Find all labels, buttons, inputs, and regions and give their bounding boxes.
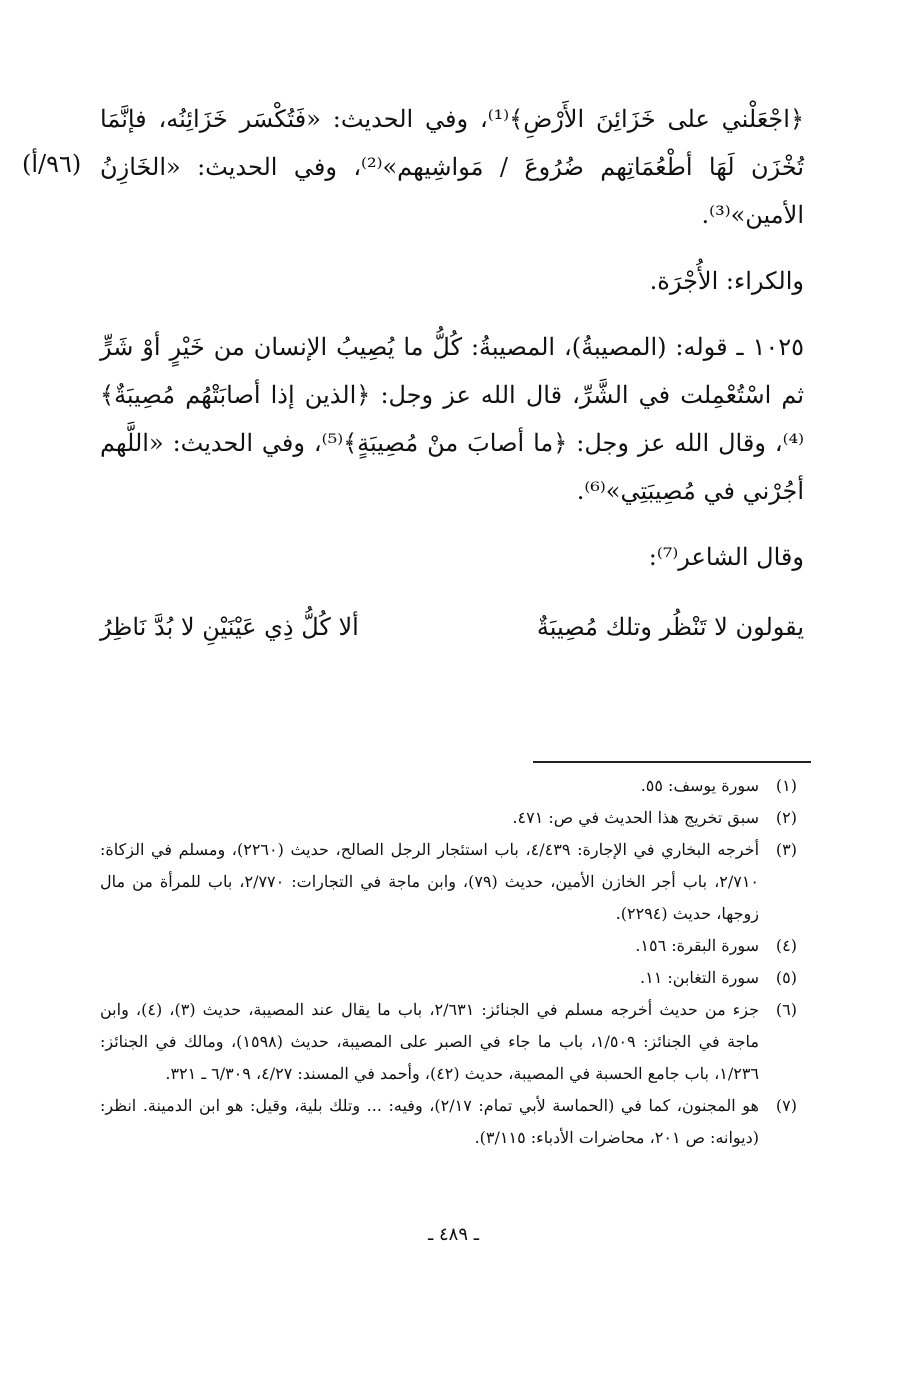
paragraph-musiba: ١٠٢٥ ـ قوله: (المصيبةُ)، المصيبةُ: كُلُّ ما يُصِيبُ الإنسان من خَيْرٍ أوْ شَرٍّ ثم اسْتُعْمِلت في الشَّرِّ، قال الله عز وجل: ﴿الذين إذا أصابَتْهُم مُصِيبَةٌ﴾⁽⁴⁾، وقال الله عز وجل: ﴿ما أصابَ منْ مُصِيبَةٍ﴾⁽⁵⁾، وفي الحديث: «اللَّهم أجُرْني في مُصِيبَتِي»⁽⁶⁾. bbox=[100, 333, 805, 505]
footnote-item bbox=[100, 994, 797, 1090]
footnote-number: (٧) bbox=[775, 1096, 797, 1115]
footnote-item bbox=[100, 930, 797, 962]
verse-second-hemistich: ألا كُلُّ ذِي عَيْنَيْنِ لا بُدَّ نَاظِرُ bbox=[100, 613, 359, 641]
footnote-separator bbox=[533, 761, 811, 763]
footnote-text: سبق تخريج هذا الحديث في ص: ٤٧١. bbox=[512, 808, 759, 827]
footnote-number: (٤) bbox=[775, 936, 797, 955]
footnote-number: (١) bbox=[775, 776, 797, 795]
footnote-text: هو المجنون، كما في (الحماسة لأبي تمام: ٢/١٧)، وفيه: ... وتلك بلية، وقيل: هو ابن الدمينة. انظر: (ديوانه: ص ٢٠١، محاضرات الأدباء: ٣/١١٥). bbox=[100, 1096, 759, 1147]
footnote-item bbox=[100, 962, 797, 994]
marginal-folio-note: (٩٦/أ) bbox=[22, 150, 82, 178]
footnote-item bbox=[100, 834, 797, 930]
footnote-text: سورة التغابن: ١١. bbox=[640, 968, 759, 987]
main-text bbox=[100, 95, 804, 591]
footnote-item bbox=[100, 802, 797, 834]
footnote-number: (٢) bbox=[775, 808, 797, 827]
footnote-item bbox=[100, 1090, 797, 1154]
footnote-number: (٣) bbox=[775, 840, 797, 859]
footnote-text: أخرجه البخاري في الإجارة: ٤/٤٣٩، باب استئجار الرجل الصالح، حديث (٢٢٦٠)، ومسلم في الزكاة: ٢/٧١٠، باب أجر الخازن الأمين، حديث (٧٩)، وابن ماجة في التجارات: ٢/٧٧٠، باب للمرأة من مال زوجها، حديث (٢٢٩٤). bbox=[100, 840, 760, 923]
footnote-text: سورة يوسف: ٥٥. bbox=[640, 776, 759, 795]
footnote-item bbox=[100, 770, 797, 802]
paragraph-khazain: ﴿اجْعَلْني على خَزَائِنَ الأَرْضِ﴾⁽¹⁾، وفي الحديث: «فَتُكْسَر خَزَائِنُه، فإنَّمَا تُخْزَن لَهَا أطْعُمَاتِهم ضُرُوعَ / مَواشِيهم»⁽²⁾، وفي الحديث: «الخَازِنُ الأمين»⁽³⁾. bbox=[100, 105, 805, 229]
page-number: ـ ٤٨٩ ـ bbox=[427, 1224, 479, 1245]
footnotes-list bbox=[100, 770, 797, 1154]
verse-first-hemistich: يقولون لا تَنْظُر وتلك مُصِيبَةٌ bbox=[536, 613, 804, 641]
poetry-verse bbox=[100, 603, 804, 651]
footnote-number: (٦) bbox=[775, 1000, 797, 1019]
paragraph-kira: والكراء: الأُجْرَة. bbox=[649, 267, 804, 295]
footnote-text: جزء من حديث أخرجه مسلم في الجنائز: ٢/٦٣١، باب ما يقال عند المصيبة، حديث (٣)، (٤)، وابن ماجة في الجنائز: ١/٥٠٩، باب ما جاء في الصبر على المصيبة، حديث (١٥٩٨)، ومالك في الجنائز: ١/٢٣٦، باب جامع الحسبة في المصيبة، حديث (٤٢)، وأحمد في المسند: ٤/٢٧، ٦/٣٠٩ ـ ٣٢١. bbox=[100, 1000, 760, 1083]
paragraph-poet-intro: وقال الشاعر⁽⁷⁾: bbox=[648, 543, 804, 571]
footnote-text: سورة البقرة: ١٥٦. bbox=[635, 936, 759, 955]
footnote-number: (٥) bbox=[775, 968, 797, 987]
